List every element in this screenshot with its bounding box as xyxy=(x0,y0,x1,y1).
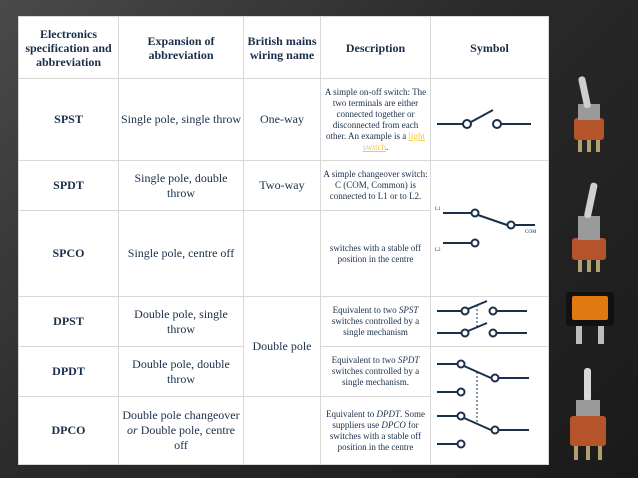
com-label: COM xyxy=(525,229,537,235)
description-cell xyxy=(321,347,431,397)
switch-types-table xyxy=(18,16,549,465)
description-text: Equivalent to xyxy=(325,408,375,419)
british-name-cell: Double pole xyxy=(244,297,321,397)
description-em: SPST xyxy=(398,305,419,315)
table-row-spst xyxy=(19,79,549,161)
table-row-dpst xyxy=(19,297,549,347)
description-cell xyxy=(321,297,431,347)
l1-label: L1 xyxy=(435,206,441,212)
symbol-cell xyxy=(431,79,549,161)
british-name-cell: Two-way xyxy=(244,161,321,211)
expansion-cell xyxy=(119,397,244,465)
description-text: Equivalent to two xyxy=(331,355,396,365)
description-text: switches controlled by a single mechanism. xyxy=(331,366,420,387)
toggle-switch-photo-1 xyxy=(560,72,616,158)
spdt-symbol-icon xyxy=(431,199,543,259)
symbol-cell xyxy=(431,297,549,347)
description-text: for switches with a stable off position in the centre xyxy=(329,419,422,452)
description-text: . Some suppliers use xyxy=(332,408,426,430)
light-switch-link[interactable]: light switch xyxy=(362,130,425,152)
description-em: DPCO xyxy=(381,419,406,430)
description-cell xyxy=(321,397,431,465)
spst-symbol-icon xyxy=(431,100,543,140)
abbr-cell: DPCO xyxy=(19,397,119,465)
expansion-cell: Single pole, centre off xyxy=(119,211,244,297)
description-em: SPDT xyxy=(397,355,420,365)
description-cell: A simple changeover switch: C (COM, Common) is connected to L1 or to L2. xyxy=(321,161,431,211)
expansion-or: or xyxy=(127,423,138,437)
header-expansion: Expansion of abbreviation xyxy=(119,17,244,79)
header-description: Description xyxy=(321,17,431,79)
switch-table-container xyxy=(18,16,548,464)
description-em: DPDT xyxy=(376,408,400,419)
dpst-symbol-icon xyxy=(431,299,543,345)
header-symbol: Symbol xyxy=(431,17,549,79)
toggle-switch-photo-3 xyxy=(560,364,616,470)
l2-label: L2 xyxy=(435,247,441,253)
symbol-cell xyxy=(431,347,549,465)
expansion-text: Double pole, centre off xyxy=(140,423,235,452)
description-cell xyxy=(321,79,431,161)
british-name-cell xyxy=(244,211,321,297)
description-text: switches controlled by a single mechanism xyxy=(331,316,420,337)
abbr-cell: DPST xyxy=(19,297,119,347)
british-name-cell xyxy=(244,397,321,465)
expansion-text: Double pole changeover xyxy=(122,408,240,422)
toggle-switch-photo-2 xyxy=(560,176,616,276)
expansion-cell: Single pole, double throw xyxy=(119,161,244,211)
expansion-cell: Double pole, double throw xyxy=(119,347,244,397)
description-text: A simple on-off switch: The two terminals are either connected together or disconnected from each other. An example is a xyxy=(324,86,427,141)
expansion-cell: Single pole, single throw xyxy=(119,79,244,161)
symbol-cell xyxy=(431,161,549,297)
abbr-cell: SPST xyxy=(19,79,119,161)
header-abbreviation: Electronics specification and abbreviation xyxy=(19,17,119,79)
expansion-cell: Double pole, single throw xyxy=(119,297,244,347)
dpdt-symbol-icon xyxy=(431,350,543,462)
british-name-cell: One-way xyxy=(244,79,321,161)
header-british-name: British mains wiring name xyxy=(244,17,321,79)
description-cell: switches with a stable off position in the centre xyxy=(321,211,431,297)
abbr-cell: SPCO xyxy=(19,211,119,297)
header-row xyxy=(19,17,549,79)
abbr-cell: DPDT xyxy=(19,347,119,397)
table-row-spdt xyxy=(19,161,549,211)
abbr-cell: SPDT xyxy=(19,161,119,211)
description-text: Equivalent to two xyxy=(332,305,397,315)
rocker-switch-photo xyxy=(562,284,618,354)
description-end: . xyxy=(386,141,389,152)
